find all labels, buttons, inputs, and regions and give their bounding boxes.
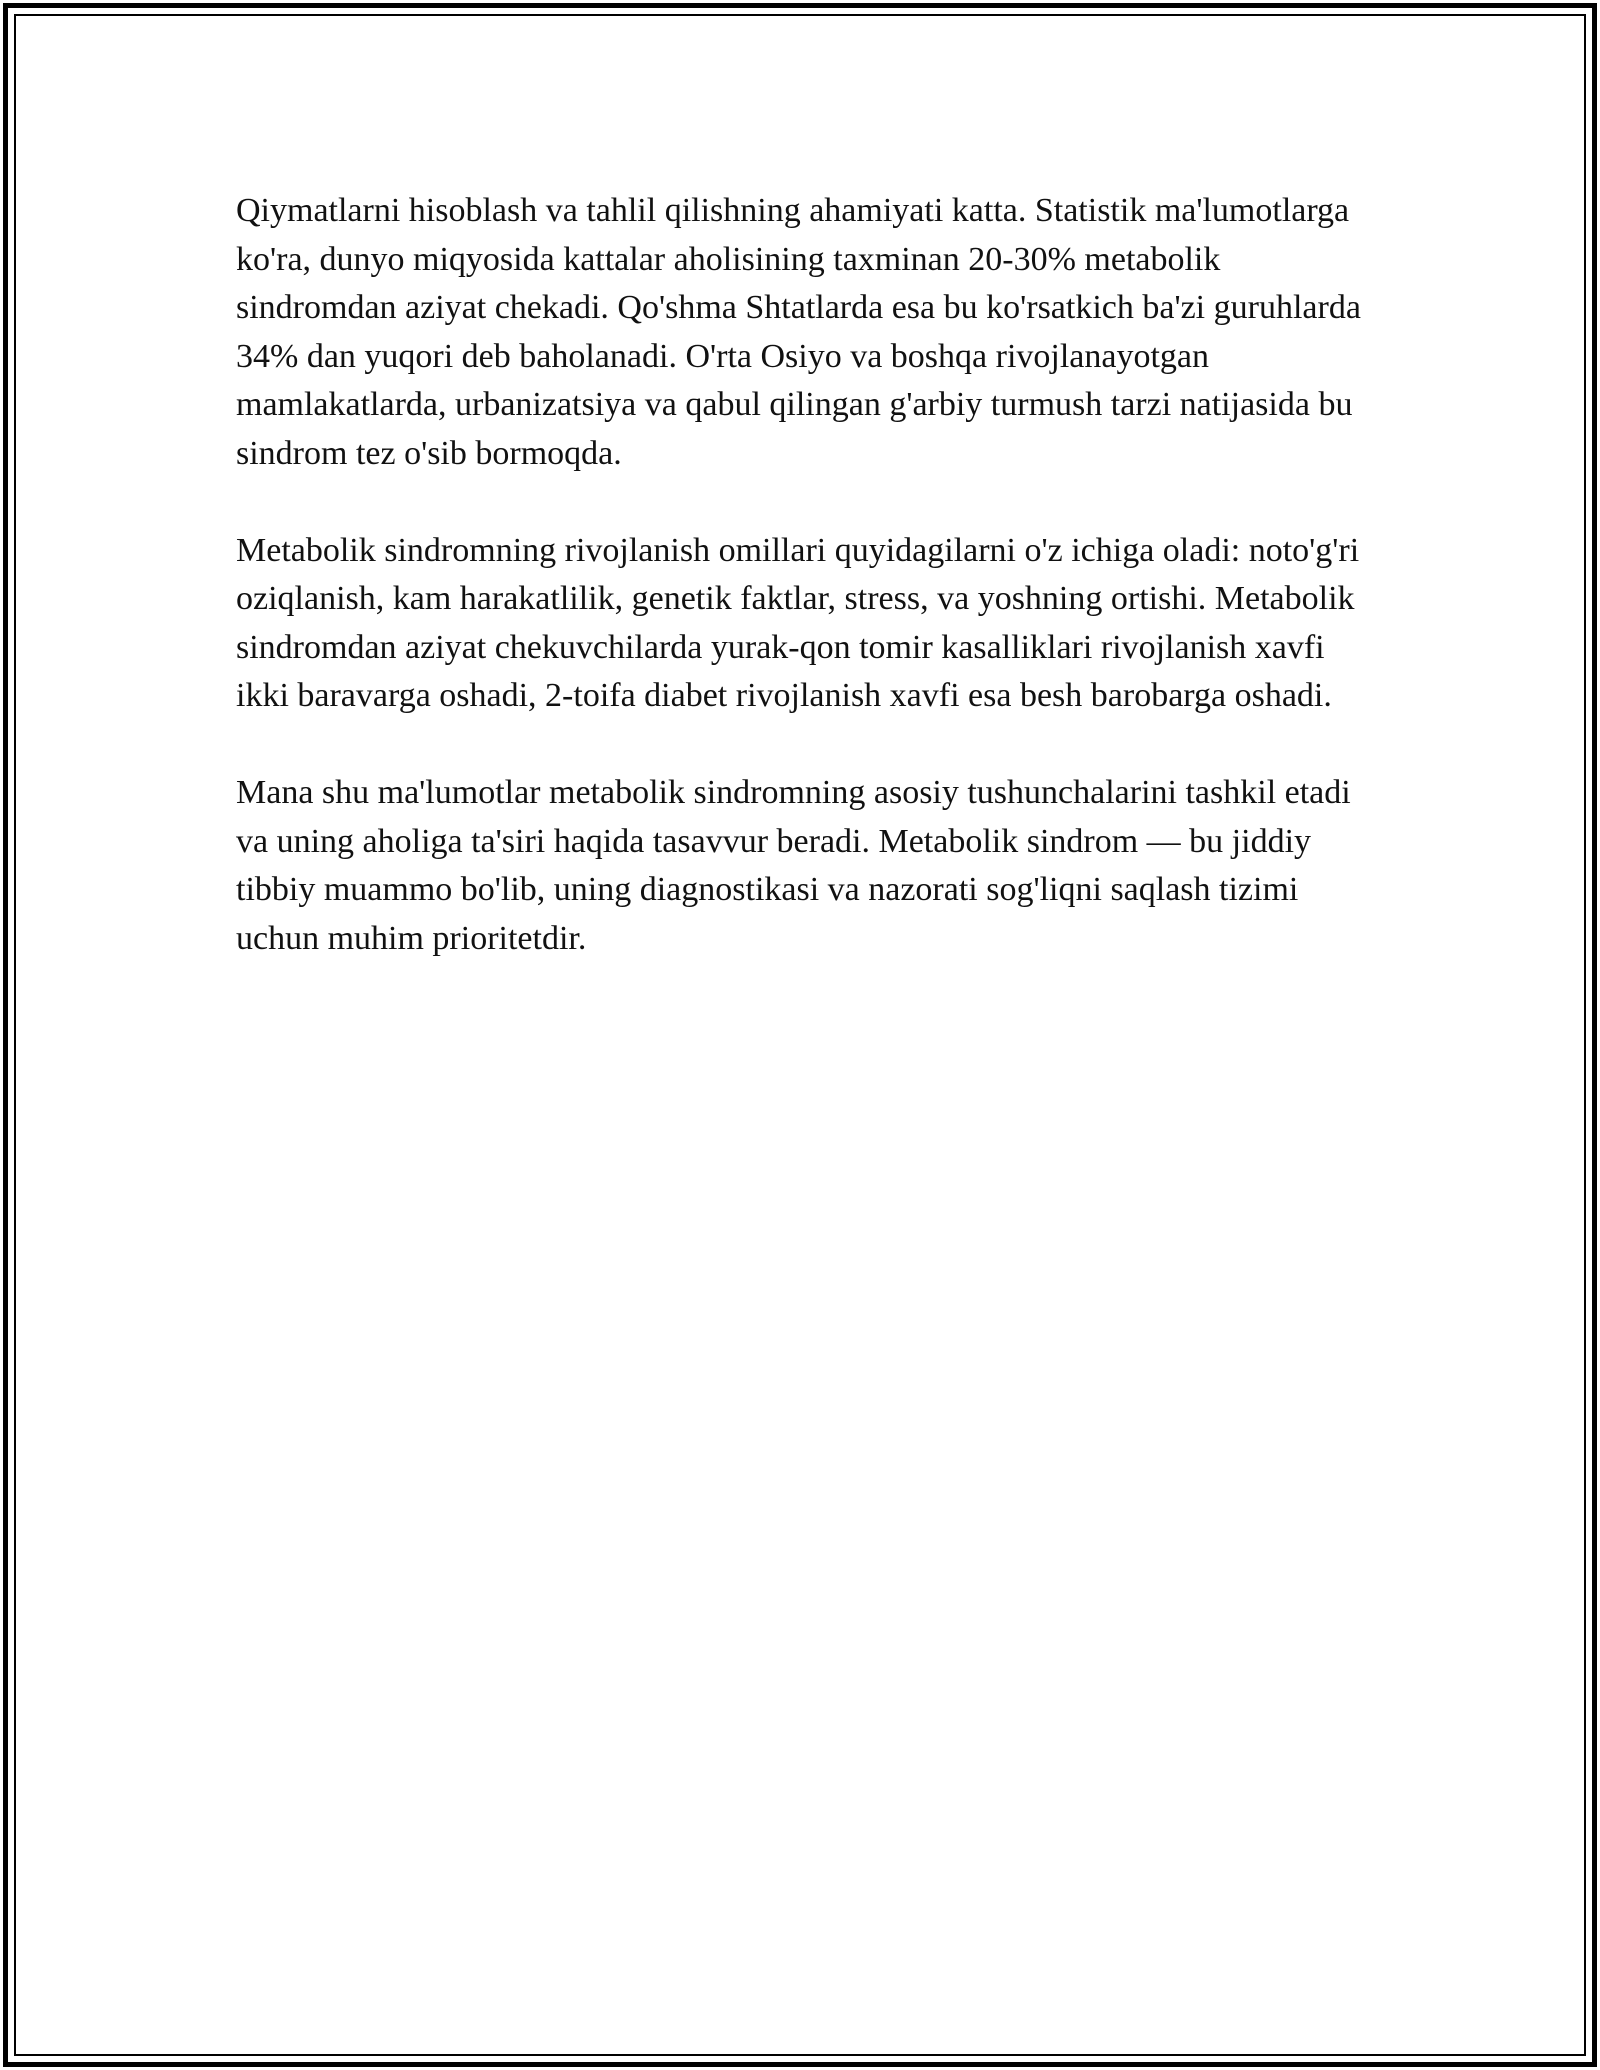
paragraph-2: Metabolik sindromning rivojlanish omillari quyidagilarni o'z ichiga oladi: noto'g'ri oziqlanish, kam harakatlilik, genetik faktlar, stress, va yoshning ortishi. Metabolik sindromdan aziyat chekuvchilarda yurak-qon tomir kasalliklari rivojlanish xavfi ikki baravarga oshadi, 2-toifa diabet rivojlanish xavfi esa besh barobarga oshadi.	[236, 531, 1360, 714]
paragraph-3: Mana shu ma'lumotlar metabolik sindromning asosiy tushunchalarini tashkil etadi va uning aholiga ta'siri haqida tasavvur beradi. Metabolik sindrom — bu jiddiy tibbiy muammo bo'lib, uning diagnostikasi va nazorati sog'liqni saqlash tizimi uchun muhim prioritetdir.	[236, 774, 1351, 957]
document-body	[236, 187, 1366, 1012]
paragraph-1: Qiymatlarni hisoblash va tahlil qilishning ahamiyati katta. Statistik ma'lumotlarga ko'ra, dunyo miqyosida kattalar aholisining taxminan 20-30% metabolik sindromdan aziyat chekadi. Qo'shma Shtatlarda esa bu ko'rsatkich ba'zi guruhlarda 34% dan yuqori deb baholanadi. O'rta Osiyo va boshqa rivojlanayotgan mamlakatlarda, urbanizatsiya va qabul qilingan g'arbiy turmush tarzi natijasida bu sindrom tez o'sib bormoqda.	[236, 192, 1361, 472]
